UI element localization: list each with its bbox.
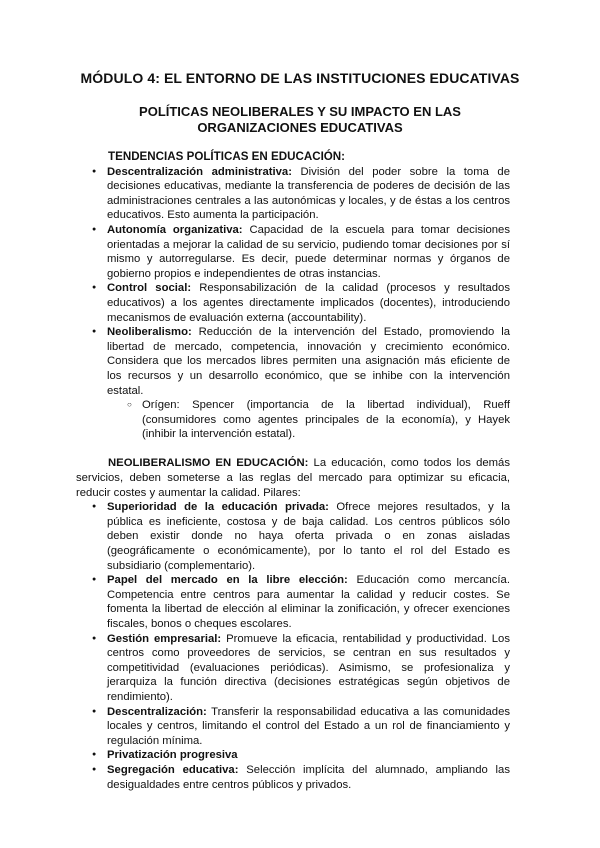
sub-list-item: ○ Orígen: Spencer (importancia de la libertad individual), Rueff (consumidores como agentes principales de la economía), y Hayek (inhibir la intervención estatal).	[127, 398, 510, 442]
document-subtitle: POLÍTICAS NEOLIBERALES Y SU IMPACTO EN LAS ORGANIZACIONES EDUCATIVAS	[139, 104, 461, 135]
list-item: ● Superioridad de la educación privada: Ofrece mejores resultados, y la pública es ineficiente, costosa y de baja calidad. Los centros públicos sólo deben existir donde no haya oferta privada o en zonas aisladas (geográficamente o económicamente), por lo tanto el rol del Estado es subsidiario (complementario).	[92, 500, 510, 573]
list-item: ● Descentralización administrativa: División del poder sobre la toma de decisiones educativas, mediante la transferencia de poderes de decisión de las administraciones centrales a las autonómicas y locales, y de éstas a los centros educativos. Esto aumenta la participación.	[92, 165, 510, 223]
list-item: ● Neoliberalismo: Reducción de la intervención del Estado, promoviendo la libertad de mercado, competencia, innovación y crecimiento económico. Considera que los mercados libres permiten una asignación más eficiente de los recursos y un desarrollo económico, que se inhibe con la intervención estatal. ○ Orígen: Spencer (importancia de la libertad individual), Rueff (consumidores como agentes principales de la economía), y Hayek (inhibir la intervención estatal).	[92, 325, 510, 442]
section-heading-tendencias: TENDENCIAS POLÍTICAS EN EDUCACIÓN:	[108, 150, 346, 163]
neoliberalismo-intro: NEOLIBERALISMO EN EDUCACIÓN: La educación, como todos los demás servicios, deben someterse a las reglas del mercado para optimizar su eficacia, reducir costes y aumentar la calidad. Pilares:	[76, 457, 510, 499]
list-item: ● Privatización progresiva	[92, 748, 510, 763]
section-heading-neoliberalismo: NEOLIBERALISMO EN EDUCACIÓN:	[108, 457, 309, 470]
list-item: ● Descentralización: Transferir la responsabilidad educativa a las comunidades locales y centros, limitando el control del Estado a un rol de financiamiento y regulación mínima.	[92, 705, 510, 749]
list-item: ● Gestión empresarial: Promueve la eficacia, rentabilidad y productividad. Los centros como proveedores de servicios, se centran en sus resultados y competitividad (evaluaciones periódicas). Asimismo, se profesionaliza y jerarquiza la función directiva (decisiones estratégicas según objetivos de rendimiento).	[92, 632, 510, 705]
document-body	[76, 150, 511, 792]
list-item: ● Segregación educativa: Selección implícita del alumnado, ampliando las desigualdades entre centros públicos y privados.	[92, 763, 510, 792]
list-item: ● Autonomía organizativa: Capacidad de la escuela para tomar decisiones orientadas a mejorar la calidad de su servicio, pudiendo tomar decisiones por sí mismo y autorregularse. Es decir, puede determinar normas y órganos de gobierno propios e independientes de otras instancias.	[92, 223, 510, 281]
sub-list	[127, 398, 510, 442]
tendencias-list	[92, 165, 510, 442]
list-item: ● Control social: Responsabilización de la calidad (procesos y resultados educativos) a los agentes directamente implicados (docentes), introduciendo mecanismos de evaluación externa (accountability).	[92, 281, 510, 325]
pilares-list	[92, 500, 510, 792]
document-title: MÓDULO 4: EL ENTORNO DE LAS INSTITUCIONES EDUCATIVAS	[80, 70, 520, 86]
list-item: ● Papel del mercado en la libre elección: Educación como mercancía. Competencia entre centros para aumentar la calidad y reducir costes. Se fomenta la libertad de elección al eliminar la zonificación, y ofrecer exenciones fiscales, bonos o cheques escolares.	[92, 573, 510, 631]
